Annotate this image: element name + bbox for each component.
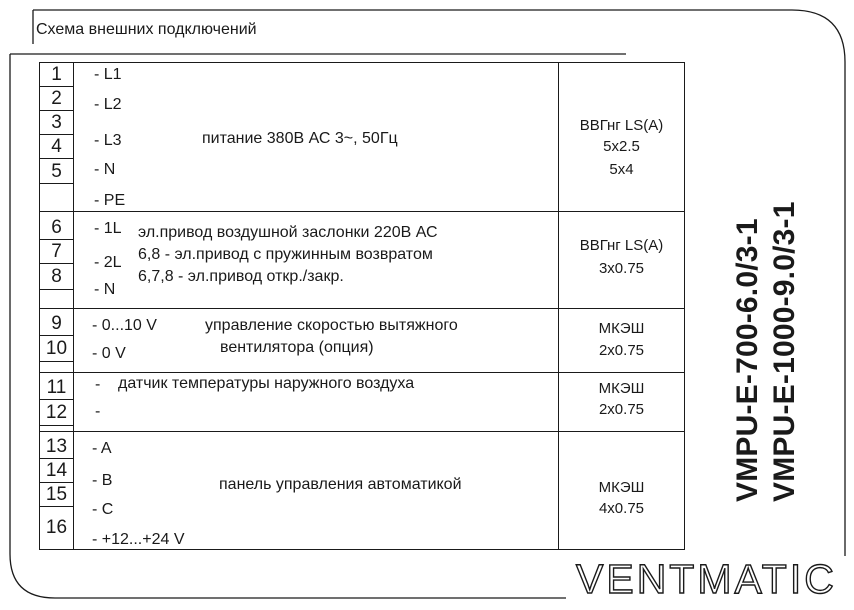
terminal-number: 10 (40, 336, 73, 362)
diagram-title: Схема внешних подключений (36, 21, 257, 38)
terminal-lead: - 1L (94, 220, 122, 237)
cable-type: ВВГнг LS(A) (579, 117, 664, 134)
terminal-number: 11 (40, 376, 73, 400)
model-label-1000: VMPU-E-1000-9.0/3-1 (768, 201, 801, 502)
ventmatic-logo: VENTMATIC (576, 556, 837, 602)
terminal-number: 12 (40, 400, 73, 426)
terminal-lead: - (95, 376, 101, 393)
terminal-number: 3 (40, 111, 73, 135)
group-description: питание 380В АС 3~, 50Гц (202, 130, 398, 147)
model-label-700: VMPU-E-700-6.0/3-1 (731, 218, 764, 502)
group-description: панель управления автоматикой (219, 476, 462, 493)
cable-size: 5x2.5 (603, 138, 640, 155)
terminal-number: 14 (40, 459, 73, 483)
group-description: эл.привод воздушной заслонки 220В АС (138, 224, 438, 241)
terminal-number: 15 (40, 483, 73, 507)
terminal-number: 16 (45, 517, 68, 538)
terminal-lead: - L3 (94, 132, 122, 149)
terminal-number: 9 (40, 312, 73, 336)
cable-type: МКЭШ (598, 380, 645, 397)
terminal-lead: - A (92, 440, 112, 457)
terminal-lead: - N (94, 161, 116, 178)
terminal-lead: - 2L (94, 254, 122, 271)
terminal-lead: - L2 (94, 96, 122, 113)
terminal-lead: - 0...10 V (92, 317, 157, 334)
group-description: 6,7,8 - эл.привод откр./закр. (138, 268, 344, 285)
terminal-number: 2 (40, 87, 73, 111)
terminal-lead: - PE (94, 192, 126, 209)
cable-type: ВВГнг LS(A) (579, 237, 664, 254)
cable-size: 4x0.75 (598, 500, 645, 517)
terminal-lead: - L1 (94, 66, 122, 83)
cable-size: 5x4 (609, 161, 634, 178)
terminal-number: 4 (40, 135, 73, 159)
terminal-lead: - N (94, 281, 116, 298)
group-description: управление скоростью вытяжного (205, 317, 458, 334)
group-description: вентилятора (опция) (220, 339, 374, 356)
terminal-number: 7 (40, 240, 73, 264)
terminal-number: 8 (40, 264, 73, 290)
terminal-lead: - B (92, 472, 113, 489)
terminal-number: 6 (40, 216, 73, 240)
group-description: 6,8 - эл.привод с пружинным возвратом (138, 246, 433, 263)
terminal-number: 13 (40, 435, 73, 459)
group-description: датчик температуры наружного воздуха (118, 375, 415, 392)
terminal-lead: - 0 V (92, 345, 126, 362)
cable-column (558, 63, 684, 549)
cable-size: 3x0.75 (598, 260, 645, 277)
cable-size: 2x0.75 (598, 342, 645, 359)
terminal-number-column (40, 63, 74, 549)
terminal-lead: - C (92, 501, 114, 518)
terminal-lead: - +12...+24 V (92, 531, 185, 548)
connection-table (39, 62, 685, 550)
cable-size: 2x0.75 (598, 401, 645, 418)
cable-type: МКЭШ (598, 479, 645, 496)
terminal-number: 5 (40, 159, 73, 184)
terminal-number: 1 (40, 63, 73, 87)
terminal-lead: - (95, 403, 101, 420)
cable-type: МКЭШ (598, 320, 645, 337)
